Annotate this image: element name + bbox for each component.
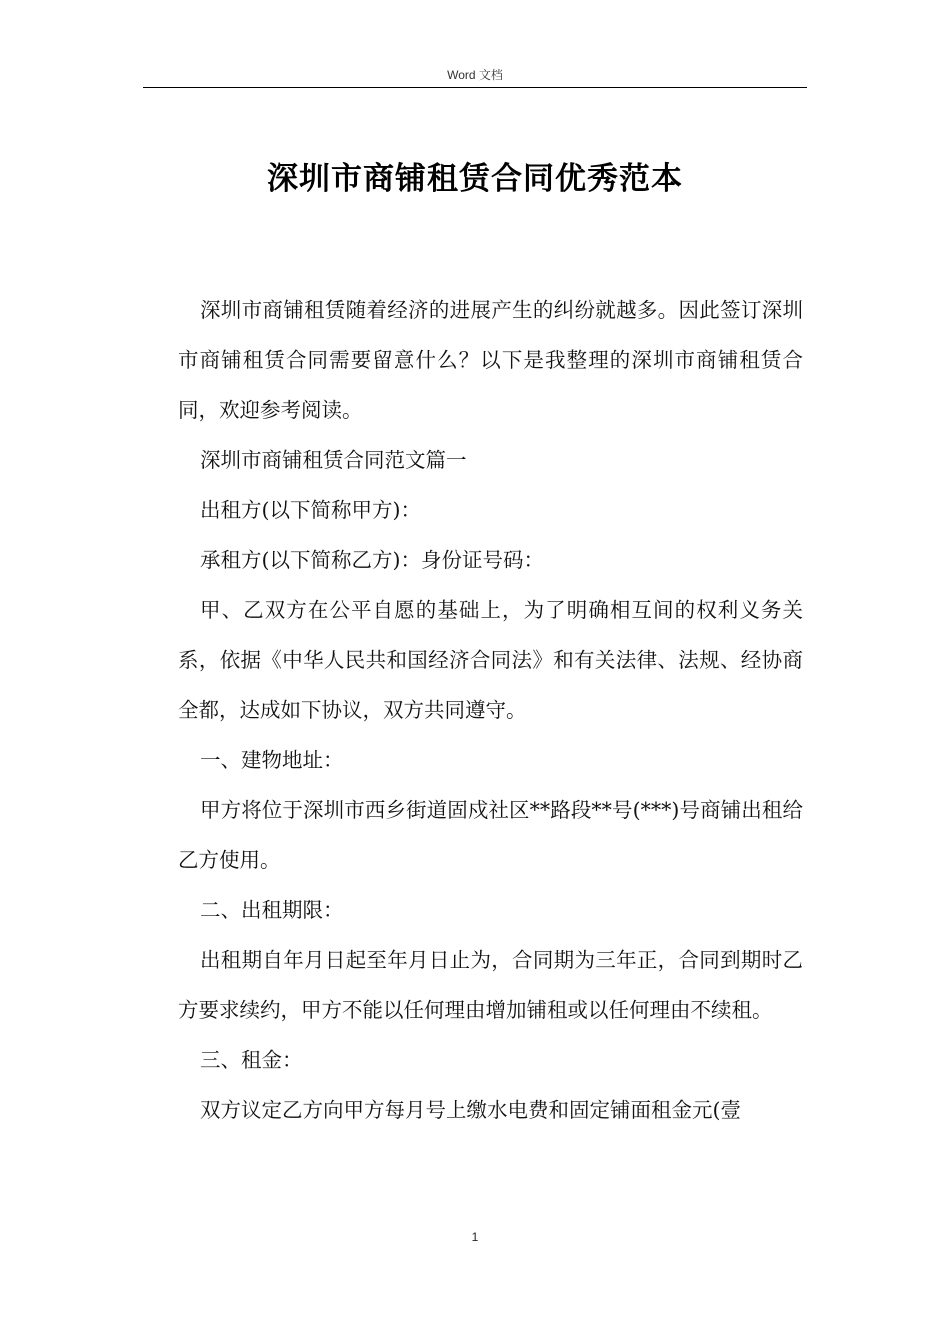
page-header: Word 文档 — [447, 68, 503, 82]
intro-paragraph: 深圳市商铺租赁随着经济的进展产生的纠纷就越多。因此签订深圳市商铺租赁合同需要留意什么？以下是我整理的深圳市商铺租赁合同，欢迎参考阅读。 — [178, 298, 803, 422]
clause-rent-text: 双方议定乙方向甲方每月号上缴水电费和固定铺面租金元(壹 — [200, 1098, 741, 1122]
clause-heading-term: 二、出租期限： — [200, 898, 344, 922]
clause-heading-rent: 三、租金： — [200, 1048, 303, 1072]
clause-term-text: 出租期自年月日起至年月日止为，合同期为三年正，合同到期时乙方要求续约，甲方不能以任何理由增加铺租或以任何理由不续租。 — [178, 948, 803, 1022]
lessor-line: 出租方(以下简称甲方)： — [200, 498, 421, 522]
clause-heading-address: 一、建物地址： — [200, 748, 344, 772]
document-title: 深圳市商铺租赁合同优秀范本 — [267, 161, 683, 197]
lessee-line: 承租方(以下简称乙方)：身份证号码： — [200, 548, 544, 572]
document-body — [178, 285, 803, 1135]
page-number: 1 — [471, 1230, 479, 1244]
clause-address-text: 甲方将位于深圳市西乡街道固戍社区**路段**号(***)号商铺出租给乙方使用。 — [178, 798, 803, 872]
agreement-paragraph: 甲、乙双方在公平自愿的基础上，为了明确相互间的权利义务关系，依据《中华人民共和国经济合同法》和有关法律、法规、经协商全都，达成如下协议，双方共同遵守。 — [178, 598, 803, 722]
section-heading: 深圳市商铺租赁合同范文篇一 — [200, 448, 467, 472]
header-divider — [143, 87, 807, 88]
